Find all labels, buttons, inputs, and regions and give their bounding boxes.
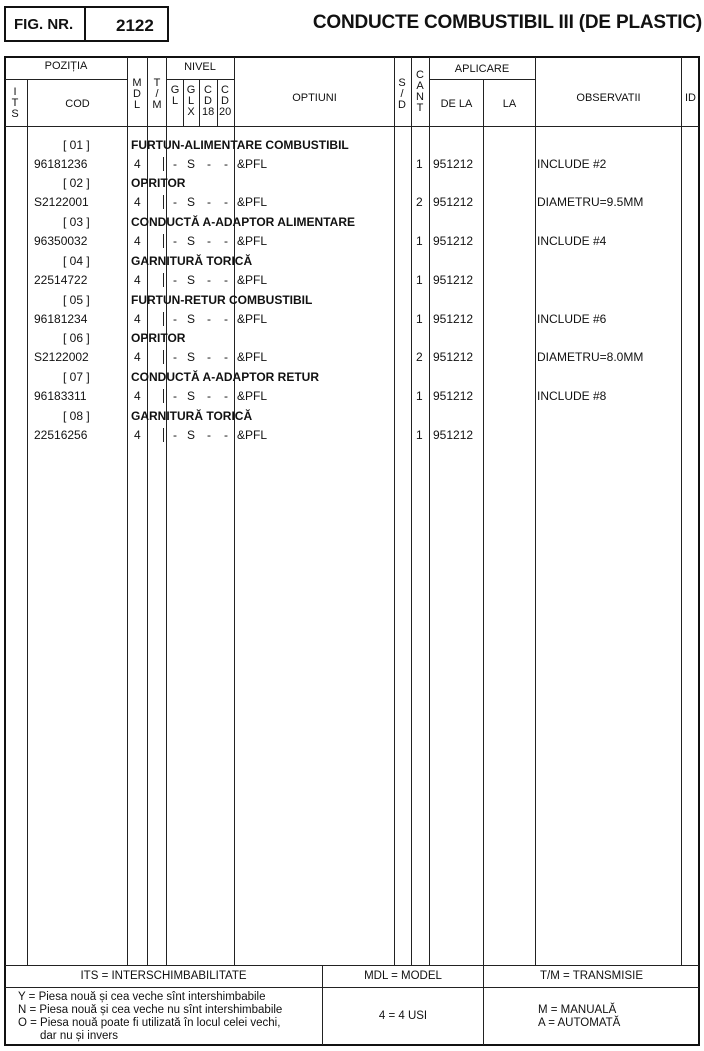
position-number: [ 06 ] <box>63 331 90 345</box>
option-code: &PFL <box>237 428 268 442</box>
applied-from: 951212 <box>433 195 474 209</box>
nivel-glx-value: S <box>187 350 196 364</box>
row-line-legend-mid <box>5 987 699 988</box>
part-group-title: GARNITURĂ TORICĂ <box>131 254 253 268</box>
tm-mark <box>163 312 164 326</box>
tm-mark <box>163 234 164 248</box>
col-line-optiuni <box>394 57 395 965</box>
position-number: [ 04 ] <box>63 254 90 268</box>
row-line-pozitia <box>5 79 127 80</box>
observation: INCLUDE #6 <box>537 312 607 326</box>
part-group-title: FURTUN-RETUR COMBUSTIBIL <box>131 293 313 307</box>
model-value: 4 <box>134 350 141 364</box>
nivel-glx-value: S <box>187 312 196 326</box>
part-code: S2122001 <box>34 195 89 209</box>
nivel-cd18-value: - <box>207 234 211 248</box>
position-number: [ 08 ] <box>63 409 90 423</box>
header-aplicare: APLICARE <box>454 63 510 75</box>
applied-from: 951212 <box>433 234 474 248</box>
nivel-gl-value: - <box>173 273 177 287</box>
quantity: 1 <box>416 428 423 442</box>
model-value: 4 <box>134 234 141 248</box>
quantity: 1 <box>416 157 423 171</box>
tm-mark <box>163 389 164 403</box>
option-code: &PFL <box>237 234 268 248</box>
nivel-glx-value: S <box>187 389 196 403</box>
nivel-cd20-value: - <box>224 273 228 287</box>
tm-mark <box>163 350 164 364</box>
position-number: [ 05 ] <box>63 293 90 307</box>
quantity: 2 <box>416 350 423 364</box>
legend-mdl-value: 4 = 4 USI <box>378 1010 428 1022</box>
model-value: 4 <box>134 195 141 209</box>
nivel-cd20-value: - <box>224 350 228 364</box>
observation: INCLUDE #8 <box>537 389 607 403</box>
nivel-glx-value: S <box>187 195 196 209</box>
quantity: 1 <box>416 273 423 287</box>
nivel-cd20-value: - <box>224 157 228 171</box>
nivel-cd18-value: - <box>207 428 211 442</box>
col-line-mdl <box>147 57 148 965</box>
position-number: [ 02 ] <box>63 176 90 190</box>
legend-its-title: ITS = INTERSCHIMBABILITATE <box>80 970 247 982</box>
option-code: &PFL <box>237 273 268 287</box>
nivel-cd18-value: - <box>207 350 211 364</box>
col-line-cod <box>127 57 128 965</box>
option-code: &PFL <box>237 389 268 403</box>
nivel-gl-value: - <box>173 157 177 171</box>
figure-label: FIG. NR. <box>14 16 74 33</box>
col-line-cd18 <box>217 79 218 126</box>
nivel-glx-value: S <box>187 157 196 171</box>
header-cant: C A N T <box>416 69 424 114</box>
observation: INCLUDE #4 <box>537 234 607 248</box>
nivel-cd18-value: - <box>207 312 211 326</box>
row-line-aplicare <box>429 79 535 80</box>
header-tm: T / M <box>152 77 162 111</box>
part-group-title: CONDUCTĂ A-ADAPTOR RETUR <box>131 370 319 384</box>
position-number: [ 03 ] <box>63 215 90 229</box>
header-its: I T S <box>11 86 19 120</box>
observation: DIAMETRU=9.5MM <box>537 195 644 209</box>
figure-number: 2122 <box>116 16 154 35</box>
position-number: [ 07 ] <box>63 370 90 384</box>
option-code: &PFL <box>237 195 268 209</box>
row-line-nivel <box>166 79 234 80</box>
tm-mark <box>163 273 164 287</box>
col-line-observatii <box>681 57 682 965</box>
tm-mark <box>163 428 164 442</box>
header-glx: G L X <box>186 84 196 118</box>
quantity: 1 <box>416 312 423 326</box>
nivel-gl-value: - <box>173 195 177 209</box>
quantity: 1 <box>416 389 423 403</box>
col-line-its <box>27 79 28 965</box>
part-code: 96350032 <box>34 234 88 248</box>
nivel-cd20-value: - <box>224 234 228 248</box>
header-pozitia: POZIȚIA <box>44 60 88 72</box>
nivel-cd20-value: - <box>224 195 228 209</box>
header-cd20: C D 20 <box>219 84 232 118</box>
option-code: &PFL <box>237 157 268 171</box>
nivel-cd20-value: - <box>224 428 228 442</box>
part-code: 96181234 <box>34 312 88 326</box>
tm-mark <box>163 195 164 209</box>
model-value: 4 <box>134 312 141 326</box>
nivel-gl-value: - <box>173 312 177 326</box>
header-cd18: C D 18 <box>202 84 215 118</box>
tm-mark <box>163 157 164 171</box>
col-line-glx <box>199 79 200 126</box>
legend-its-n: N = Piesa nouă și cea veche nu sînt intershimbabile <box>18 1004 283 1016</box>
header-id: ID <box>685 92 696 104</box>
row-line-header-bottom <box>5 126 699 127</box>
option-code: &PFL <box>237 312 268 326</box>
applied-from: 951212 <box>433 273 474 287</box>
option-code: &PFL <box>237 350 268 364</box>
nivel-cd18-value: - <box>207 273 211 287</box>
applied-from: 951212 <box>433 350 474 364</box>
figure-box-divider <box>84 8 86 40</box>
nivel-gl-value: - <box>173 234 177 248</box>
legend-mdl-title: MDL = MODEL <box>364 970 442 982</box>
applied-from: 951212 <box>433 389 474 403</box>
col-line-tm <box>166 57 167 965</box>
model-value: 4 <box>134 428 141 442</box>
part-code: 22514722 <box>34 273 88 287</box>
legend-its-o-cont: dar nu și invers <box>40 1030 118 1042</box>
observation: DIAMETRU=8.0MM <box>537 350 644 364</box>
part-group-title: CONDUCTĂ A-ADAPTOR ALIMENTARE <box>131 215 355 229</box>
nivel-glx-value: S <box>187 234 196 248</box>
nivel-cd18-value: - <box>207 389 211 403</box>
col-line-la <box>535 57 536 965</box>
quantity: 1 <box>416 234 423 248</box>
header-observatii: OBSERVATII <box>576 92 641 104</box>
header-la: LA <box>502 98 517 110</box>
part-group-title: GARNITURĂ TORICĂ <box>131 409 253 423</box>
nivel-gl-value: - <box>173 389 177 403</box>
applied-from: 951212 <box>433 428 474 442</box>
nivel-glx-value: S <box>187 273 196 287</box>
page-title: CONDUCTE COMBUSTIBIL III (DE PLASTIC) <box>312 12 702 33</box>
nivel-cd18-value: - <box>207 157 211 171</box>
applied-from: 951212 <box>433 312 474 326</box>
nivel-cd20-value: - <box>224 312 228 326</box>
header-sd: S / D <box>398 77 406 111</box>
part-code: 96183311 <box>34 389 87 403</box>
col-line-dela <box>483 79 484 965</box>
nivel-cd20-value: - <box>224 389 228 403</box>
model-value: 4 <box>134 273 141 287</box>
col-line-nivel <box>234 57 235 965</box>
part-code: S2122002 <box>34 350 89 364</box>
model-value: 4 <box>134 157 141 171</box>
part-group-title: OPRITOR <box>131 176 186 190</box>
legend-its-o: O = Piesa nouă poate fi utilizată în locul celei vechi, <box>18 1017 281 1029</box>
legend-its-y: Y = Piesa nouă și cea veche sînt intershimbabile <box>18 991 266 1003</box>
legend-tm-automat: A = AUTOMATĂ <box>538 1017 621 1029</box>
nivel-cd18-value: - <box>207 195 211 209</box>
row-line-legend-top <box>5 965 699 966</box>
col-line-gl <box>183 79 184 126</box>
position-number: [ 01 ] <box>63 138 90 152</box>
header-optiuni: OPTIUNI <box>292 92 337 104</box>
col-line-sd <box>411 57 412 965</box>
part-code: 22516256 <box>34 428 88 442</box>
nivel-gl-value: - <box>173 428 177 442</box>
header-nivel: NIVEL <box>184 61 216 73</box>
nivel-glx-value: S <box>187 428 196 442</box>
part-group-title: FURTUN-ALIMENTARE COMBUSTIBIL <box>131 138 349 152</box>
applied-from: 951212 <box>433 157 474 171</box>
part-code: 96181236 <box>34 157 88 171</box>
quantity: 2 <box>416 195 423 209</box>
header-gl: G L <box>170 84 180 107</box>
legend-tm-manual: M = MANUALĂ <box>538 1004 617 1016</box>
nivel-gl-value: - <box>173 350 177 364</box>
header-mdl: M D L <box>132 77 142 111</box>
figure-number-box <box>4 6 169 42</box>
legend-tm-title: T/M = TRANSMISIE <box>540 970 643 982</box>
col-line-cant <box>429 57 430 965</box>
header-de-la: DE LA <box>440 98 473 110</box>
observation: INCLUDE #2 <box>537 157 607 171</box>
header-cod: COD <box>65 98 90 110</box>
part-group-title: OPRITOR <box>131 331 186 345</box>
model-value: 4 <box>134 389 141 403</box>
